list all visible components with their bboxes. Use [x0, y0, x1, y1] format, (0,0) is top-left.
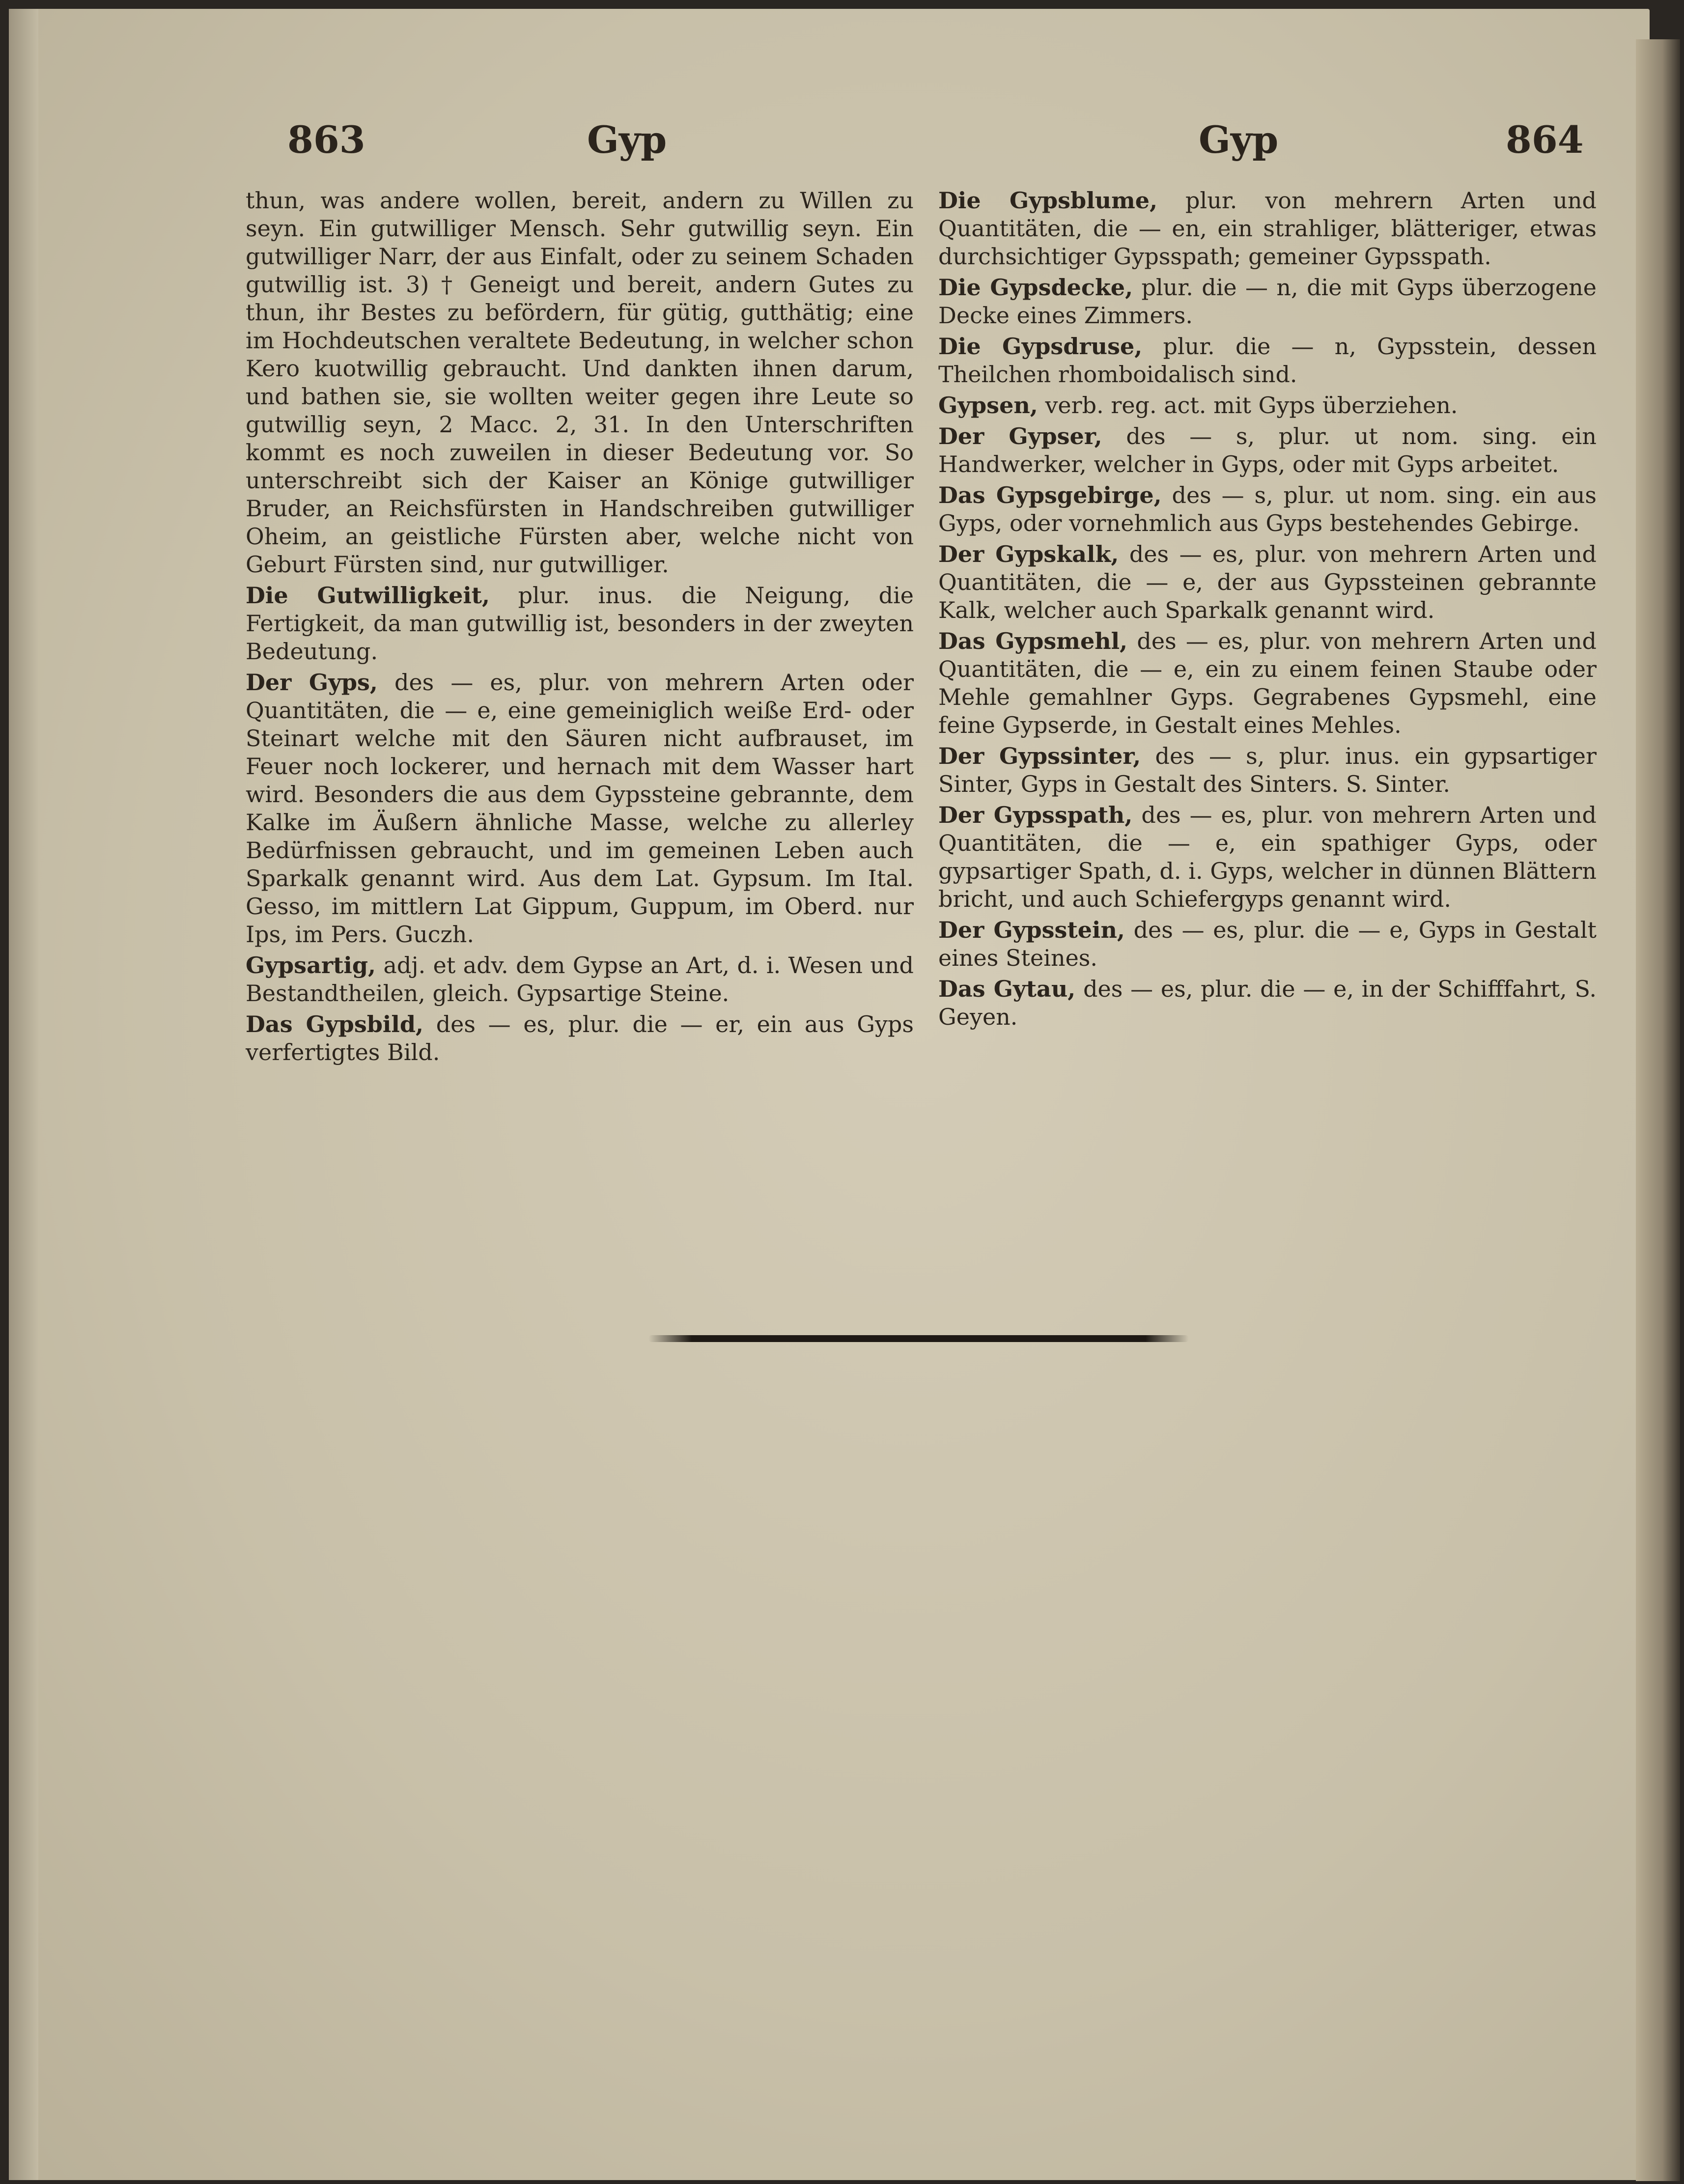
entry-text: plur. die — n, die mit Gyps überzogene Decke eines Zimmers.: [938, 274, 1597, 329]
entry-headword: Der Gypssinter,: [938, 743, 1141, 769]
entry-text: thun, was andere wollen, bereit, andern zu Willen zu seyn. Ein gutwilliger Mensch. Sehr gutwillig seyn. Ein gutwilliger Narr, der aus Einfalt, oder zu seinem Schaden gutwillig ist. 3) † Geneigt und bereit, andern Gutes zu thun, ihr Bestes zu befördern, für gütig, gutthätig; eine im Hochdeutschen veraltete Bedeutung, in welcher schon Kero kuotwillig gebraucht. Und dankten ihnen darum, und bathen sie, sie wollten weiter gegen ihre Leute so gutwillig seyn, 2 Macc. 2, 31. In den Unterschriften kommt es noch zuweilen in dieser Bedeutung vor. So unterschreibt sich der Kaiser an Könige gutwilliger Bruder, an Reichsfürsten in Handschreiben gutwilliger Oheim, an geistliche Fürsten aber, welche nicht von Geburt Fürsten sind, nur gutwilliger.: [246, 187, 914, 578]
entry-headword: Das Gypsmehl,: [938, 628, 1128, 654]
entry-headword: Der Gypsstein,: [938, 917, 1125, 943]
right-page-number: 864: [1506, 118, 1584, 162]
dictionary-entry: [938, 540, 1597, 624]
entry-text: plur. die — n, Gypsstein, dessen Theilchen rhomboidalisch sind.: [938, 333, 1597, 388]
left-column: [246, 187, 914, 1069]
entry-text: adj. et adv. dem Gypse an Art, d. i. Wesen und Bestandtheilen, gleich. Gypsartige Steine.: [246, 952, 914, 1007]
entry-text: plur. von mehrern Arten und Quantitäten, die — en, ein strahliger, blätteriger, etwas durchsichtiger Gypsspath; gemeiner Gypsspath.: [938, 187, 1597, 270]
entry-text: des — es, plur. die — e, in der Schifffahrt, S. Geyen.: [938, 976, 1597, 1030]
dictionary-entry: [938, 801, 1597, 913]
dictionary-entry: [246, 669, 914, 949]
dictionary-entry: [938, 392, 1597, 420]
dictionary-entry: [938, 422, 1597, 478]
right-column: [938, 187, 1597, 1034]
right-running-head: Gyp: [1199, 118, 1279, 162]
dictionary-entry: [246, 1010, 914, 1066]
entry-text: des — es, plur. die — er, ein aus Gyps verfertigtes Bild.: [246, 1011, 914, 1065]
dictionary-entry: [938, 627, 1597, 739]
dictionary-entry: [246, 187, 914, 579]
dictionary-entry: [938, 187, 1597, 271]
entry-headword: Der Gypser,: [938, 423, 1102, 449]
entry-headword: Der Gyps,: [246, 669, 378, 696]
entry-headword: Der Gypskalk,: [938, 541, 1119, 567]
dictionary-entry: [938, 975, 1597, 1031]
entry-text: des — s, plur. ut nom. sing. ein Handwerker, welcher in Gyps, oder mit Gyps arbeitet.: [938, 423, 1597, 477]
dictionary-entry: [938, 333, 1597, 389]
entry-text: des — es, plur. von mehrern Arten und Quantitäten, die — e, ein zu einem feinen Staube oder Mehle gemahlner Gyps. Gegrabenes Gypsmehl, eine feine Gypserde, in Gestalt eines Mehles.: [938, 628, 1597, 738]
dictionary-entry: [246, 582, 914, 666]
entry-text: plur. inus. die Neigung, die Fertigkeit, da man gutwillig ist, besonders in der zweyten Bedeutung.: [246, 582, 914, 665]
entry-text: des — s, plur. inus. ein gypsartiger Sinter, Gyps in Gestalt des Sinters. S. Sinter.: [938, 743, 1597, 797]
entry-headword: Der Gypsspath,: [938, 802, 1133, 828]
entry-headword: Die Gypsblume,: [938, 187, 1158, 214]
entry-headword: Das Gypsbild,: [246, 1011, 424, 1037]
entry-text: des — es, plur. von mehrern Arten oder Quantitäten, die — e, eine gemeiniglich weiße Erd- oder Steinart welche mit den Säuren nicht aufbrauset, im Feuer noch lockerer, und hernach mit dem Wasser hart wird. Besonders die aus dem Gypssteine gebrannte, dem Kalke im Äußern ähnliche Masse, welche zu allerley Bedürfnissen gebraucht, und im gemeinen Leben auch Sparkalk genannt wird. Aus dem Lat. Gypsum. Im Ital. Gesso, im mittlern Lat Gippum, Guppum, im Oberd. nur Ips, im Pers. Guczh.: [246, 669, 914, 948]
page-gutter-shadow: [9, 9, 38, 2180]
dictionary-entry: [938, 742, 1597, 798]
entry-text: verb. reg. act. mit Gyps überziehen.: [1045, 392, 1458, 419]
left-page-number: 863: [287, 118, 365, 162]
entry-text: des — s, plur. ut nom. sing. ein aus Gyps, oder vornehmlich aus Gyps bestehendes Gebirge.: [938, 482, 1597, 536]
entry-headword: Gypsartig,: [246, 952, 376, 979]
entry-text: des — es, plur. die — e, Gyps in Gestalt eines Steines.: [938, 917, 1597, 971]
entry-headword: Das Gypsgebirge,: [938, 482, 1162, 508]
dictionary-entry: [938, 481, 1597, 537]
entry-headword: Gypsen,: [938, 392, 1038, 419]
dictionary-entry: [938, 274, 1597, 330]
end-of-section-rule: [648, 1335, 1189, 1342]
left-running-head: Gyp: [587, 118, 667, 162]
entry-text: des — es, plur. von mehrern Arten und Quantitäten, die — e, der aus Gypssteinen gebrannte Kalk, welcher auch Sparkalk genannt wird.: [938, 541, 1597, 623]
page-fore-edge: [1636, 39, 1680, 2181]
entry-headword: Die Gypsdecke,: [938, 274, 1133, 301]
dictionary-entry: [246, 952, 914, 1008]
entry-text: des — es, plur. von mehrern Arten und Quantitäten, die — e, ein spathiger Gyps, oder gypsartiger Spath, d. i. Gyps, welcher in dünnen Blättern bricht, und auch Schiefergyps genannt wird.: [938, 802, 1597, 912]
entry-headword: Die Gypsdruse,: [938, 333, 1143, 360]
entry-headword: Das Gytau,: [938, 976, 1076, 1002]
dictionary-entry: [938, 916, 1597, 972]
entry-headword: Die Gutwilligkeit,: [246, 582, 490, 609]
